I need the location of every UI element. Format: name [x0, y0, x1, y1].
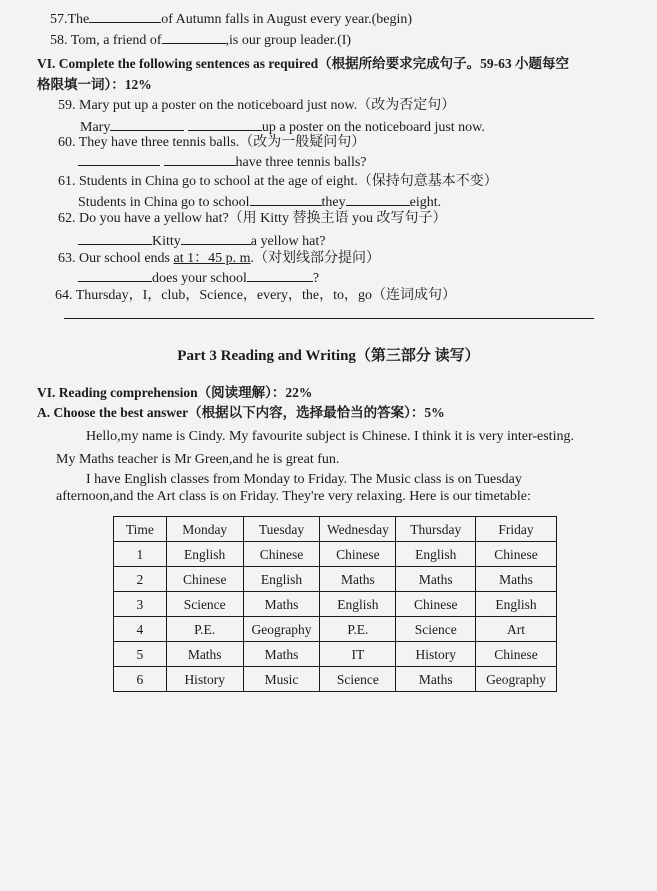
table-cell: Geography [476, 667, 557, 692]
table-cell: P.E. [320, 617, 396, 642]
table-cell: Chinese [243, 542, 320, 567]
table-cell: Maths [166, 642, 243, 667]
table-row [114, 642, 557, 667]
question-61-answer: Students in China go to school they eight. [78, 192, 441, 211]
question-63: 63. Our school ends at 1：45 p. m.（对划线部分提问） [58, 251, 380, 266]
question-63-answer: does your school ? [78, 268, 319, 287]
table-header: Tuesday [243, 517, 320, 542]
table-cell: Maths [396, 667, 476, 692]
reading-subheading: A. Choose the best answer（根据以下内容，选择最恰当的答案）：5% [37, 405, 445, 420]
section-heading: VI. Complete the following sentences as required（根据所给要求完成句子。59-63 小题每空 [37, 56, 569, 71]
question-59-answer: Mary up a poster on the noticeboard just now. [80, 117, 485, 136]
table-row [114, 592, 557, 617]
table-header: Time [114, 517, 167, 542]
question-64: 64. Thursday，I，club，Science，every，the，to，go（连词成句） [55, 288, 457, 303]
table-cell: Chinese [166, 567, 243, 592]
table-cell: Chinese [320, 542, 396, 567]
table-cell: 3 [114, 592, 167, 617]
table-header: Monday [166, 517, 243, 542]
part-3-title: Part 3 Reading and Writing（第三部分 读写） [177, 348, 480, 364]
blank[interactable] [78, 152, 160, 166]
blank[interactable] [89, 9, 161, 23]
table-cell: Art [476, 617, 557, 642]
passage-line: I have English classes from Monday to Friday. The Music class is on Tuesday [86, 472, 522, 487]
table-row [114, 542, 557, 567]
blank[interactable] [346, 192, 410, 206]
answer-line[interactable] [64, 318, 594, 319]
table-cell: IT [320, 642, 396, 667]
blank[interactable] [164, 152, 236, 166]
blank[interactable] [181, 231, 251, 245]
table-cell: English [320, 592, 396, 617]
question-57: 57.The of Autumn falls in August every year.(begin) [50, 9, 412, 28]
passage-line: Hello,my name is Cindy. My favourite subject is Chinese. I think it is very inter-esting. [86, 429, 574, 444]
table-cell: English [243, 567, 320, 592]
table-cell: 1 [114, 542, 167, 567]
table-cell: Maths [243, 592, 320, 617]
blank[interactable] [78, 268, 152, 282]
question-61: 61. Students in China go to school at the age of eight.（保持句意基本不变） [58, 174, 498, 189]
timetable-header-row [114, 517, 557, 542]
table-cell: Maths [243, 642, 320, 667]
reading-heading: VI. Reading comprehension（阅读理解）：22% [37, 385, 313, 400]
blank[interactable] [78, 231, 152, 245]
question-62-answer: Kitty a yellow hat? [78, 231, 325, 250]
table-cell: Science [396, 617, 476, 642]
table-cell: Maths [476, 567, 557, 592]
table-cell: English [166, 542, 243, 567]
table-cell: Chinese [476, 542, 557, 567]
question-60-answer: have three tennis balls? [78, 152, 367, 171]
question-59: 59. Mary put up a poster on the noticeboard just now.（改为否定句） [58, 98, 456, 113]
blank[interactable] [110, 117, 184, 131]
blank[interactable] [188, 117, 262, 131]
table-cell: 2 [114, 567, 167, 592]
table-cell: Chinese [476, 642, 557, 667]
question-60: 60. They have three tennis balls.（改为一般疑问句） [58, 135, 366, 150]
table-cell: Science [166, 592, 243, 617]
blank[interactable] [250, 192, 322, 206]
table-row [114, 617, 557, 642]
question-62: 62. Do you have a yellow hat?（用 Kitty 替换主语 you 改写句子） [58, 211, 447, 226]
table-cell: English [476, 592, 557, 617]
table-cell: 6 [114, 667, 167, 692]
table-header: Wednesday [320, 517, 396, 542]
table-cell: Maths [320, 567, 396, 592]
table-header: Thursday [396, 517, 476, 542]
timetable [113, 516, 557, 692]
table-cell: Maths [396, 567, 476, 592]
table-cell: 5 [114, 642, 167, 667]
table-header: Friday [476, 517, 557, 542]
passage-line: afternoon,and the Art class is on Friday. They're very relaxing. Here is our timetable: [56, 489, 531, 504]
blank[interactable] [247, 268, 313, 282]
passage-line: My Maths teacher is Mr Green,and he is great fun. [56, 452, 340, 467]
table-row [114, 667, 557, 692]
table-cell: History [396, 642, 476, 667]
table-row [114, 567, 557, 592]
blank[interactable] [162, 30, 226, 44]
question-58: 58. Tom, a friend of ,is our group leader.(I) [50, 30, 351, 49]
table-cell: 4 [114, 617, 167, 642]
table-cell: English [396, 542, 476, 567]
table-cell: Geography [243, 617, 320, 642]
table-cell: Music [243, 667, 320, 692]
table-cell: Chinese [396, 592, 476, 617]
table-cell: History [166, 667, 243, 692]
table-cell: P.E. [166, 617, 243, 642]
table-cell: Science [320, 667, 396, 692]
section-heading-cont: 格限填一词）：12% [37, 77, 152, 92]
